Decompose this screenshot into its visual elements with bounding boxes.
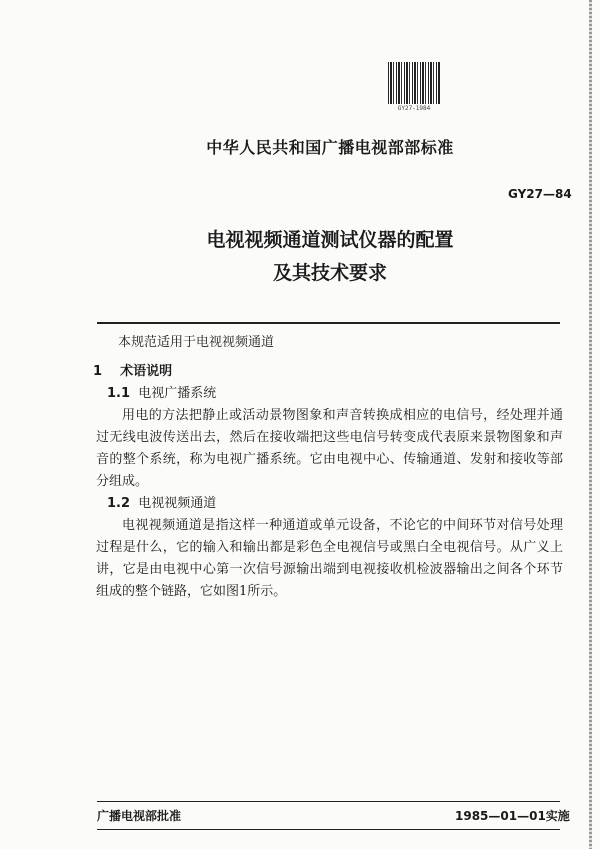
- barcode: [388, 62, 440, 104]
- approval-authority: 广播电视部批准: [97, 809, 182, 823]
- scan-edge: [589, 0, 592, 849]
- effective-date: 1985—01—01实施: [455, 809, 570, 823]
- barcode-label: GY27-1984: [397, 105, 431, 112]
- title-line-2: 及其技术要求: [272, 262, 387, 284]
- intro-text: 本规范适用于电视视频通道: [118, 335, 275, 350]
- title-divider: [97, 322, 560, 324]
- section-title: 术语说明: [120, 364, 173, 379]
- section-number: 1.1: [107, 386, 131, 401]
- document-body: [93, 332, 563, 603]
- section-1-2-heading: [93, 493, 563, 515]
- section-1-1-body: 用电的方法把静止或活动景物图象和声音转换成相应的电信号，经处理并通过无线电波传送出去，然后在接收端把这些电信号转变成代表原来景物图象和声音的整个系统，称为电视广播系统。它由电视中心、传输通道、发射和接收等部分组成。: [96, 408, 563, 489]
- section-title: 电视广播系统: [138, 386, 217, 401]
- footer-rule-bottom: [97, 829, 560, 830]
- section-1-2-body: 电视视频通道是指这样一种通道或单元设备，不论它的中间环节对信号处理过程是什么，它的输入和输出都是彩色全电视信号或黑白全电视信号。从广义上讲，它是由电视中心第一次信号源输出端到电视接收机检波器输出之间各个环节组成的整个链路，它如图1所示。: [96, 518, 563, 599]
- standard-code: GY27—84: [508, 187, 572, 201]
- section-1-heading: [93, 361, 563, 383]
- section-number: 1: [93, 364, 103, 379]
- section-1-1-heading: [93, 383, 563, 405]
- footer-rule-top: [97, 801, 560, 802]
- section-title: 电视视频通道: [138, 496, 217, 511]
- section-number: 1.2: [107, 496, 131, 511]
- title-line-1: 电视视频通道测试仪器的配置: [206, 229, 454, 251]
- issuing-authority: 中华人民共和国广播电视部部标准: [206, 138, 454, 157]
